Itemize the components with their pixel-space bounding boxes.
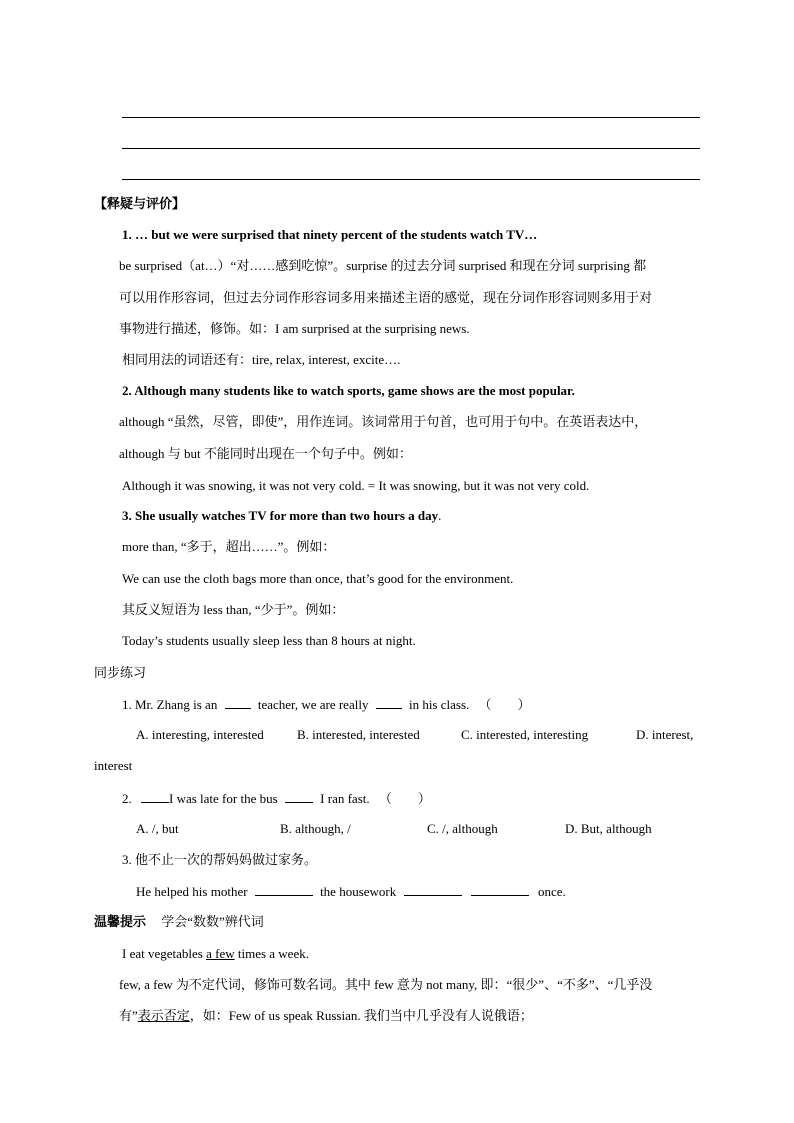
q1-option-c: C. interested, interesting [461,727,589,742]
q1-part1: 1. Mr. Zhang is an [122,697,218,712]
tip-line2-post: ，如：Few of us speak Russian. 我们当中几乎没有人说俄语； [189,1008,533,1023]
tip-line2-underlined: 表示否定 [137,1008,190,1023]
q3-row [136,883,566,900]
item3-line1: more than, “多于，超出……”。例如： [122,539,336,554]
q1-answer-paren[interactable]: （ ） [478,697,531,712]
q2-row [122,790,431,807]
q3-part2: the housework [320,884,397,899]
item2-example: Although it was snowing, it was not very cold. = It was snowing, but it was not very cold. [122,478,590,493]
item3-title-end: . [438,508,442,523]
q1-part2: teacher, we are really [257,697,369,712]
q3-part3: once. [538,884,566,899]
tip-example-post: times a week. [237,946,309,961]
item1-line1: be surprised（at…）“对……感到吃惊”。surprise 的过去分词 surprised 和现在分词 surprising 都 [119,258,647,273]
tip-example-pre: I eat vegetables [122,946,203,961]
tip-example [122,946,309,962]
item2-line2: although 与 but 不能同时出现在一个句子中。例如： [119,446,412,461]
tip-line2-pre: 有” [119,1008,138,1023]
tip-example-underlined: a few [206,946,235,961]
item1-title: 1. … but we were surprised that ninety percent of the students watch TV… [122,227,538,242]
q1-option-b: B. interested, interested [297,727,420,742]
q3-blank-2[interactable] [404,883,462,896]
q1-option-d: D. interest, [636,727,694,742]
section-heading-review: 【释疑与评价】 [94,196,186,211]
q3-blank-1[interactable] [255,883,313,896]
q2-part2: I ran fast. [320,791,370,806]
q1-option-d-continued: interest [94,758,133,773]
tip-heading-row [94,914,264,930]
q2-option-a: A. /, but [136,821,179,836]
item3-title: 3. She usually watches TV for more than two hours a day [122,508,439,523]
q1-blank-2[interactable] [376,696,402,709]
item1-line4: 相同用法的词语还有：tire, relax, interest, excite…. [122,352,401,367]
q2-blank-1[interactable] [141,790,169,803]
section-heading-practice: 同步练习 [94,665,147,680]
item3-line2: 其反义短语为 less than, “少于”。例如： [122,602,345,617]
item3-example2: Today’s students usually sleep less than 8 hours at night. [122,633,416,648]
q2-blank-2[interactable] [285,790,313,803]
tip-title: 学会“数数”辨代词 [161,914,264,929]
answer-line-2 [122,148,700,149]
item2-line1: although “虽然，尽管，即使”，用作连词。该词常用于句首，也可用于句中。在英语表达中， [119,414,648,429]
item2-title: 2. Although many students like to watch sports, game shows are the most popular. [122,383,575,398]
q3-blank-3[interactable] [471,883,529,896]
q2-option-d: D. But, although [565,821,652,836]
q2-answer-paren[interactable]: （ ） [378,791,431,806]
q1-row [122,696,531,713]
tip-line2 [119,1008,533,1024]
item1-line3: 事物进行描述，修饰。如：I am surprised at the surprising news. [119,321,470,336]
q3-part1: He helped his mother [136,884,248,899]
q1-blank-1[interactable] [225,696,251,709]
q2-part1: I was late for the bus [169,791,278,806]
q3-prompt: 3. 他不止一次的帮妈妈做过家务。 [122,852,318,867]
answer-line-1 [122,117,700,118]
item1-line2: 可以用作形容词，但过去分词作形容词多用来描述主语的感觉，现在分词作形容词则多用于对 [119,290,653,305]
q2-number: 2. [122,791,132,806]
q1-option-a: A. interesting, interested [136,727,264,742]
tip-line1: few, a few 为不定代词，修饰可数名词。其中 few 意为 not many, 即：“很少”、“不多”、“几乎没 [119,977,653,992]
q2-option-c: C. /, although [427,821,498,836]
q2-option-b: B. although, / [280,821,351,836]
answer-line-3 [122,179,700,180]
tip-label: 温馨提示 [94,914,147,929]
q1-part3: in his class. [408,697,470,712]
item3-example1: We can use the cloth bags more than once, that’s good for the environment. [122,571,514,586]
item3-title-row [122,508,441,524]
